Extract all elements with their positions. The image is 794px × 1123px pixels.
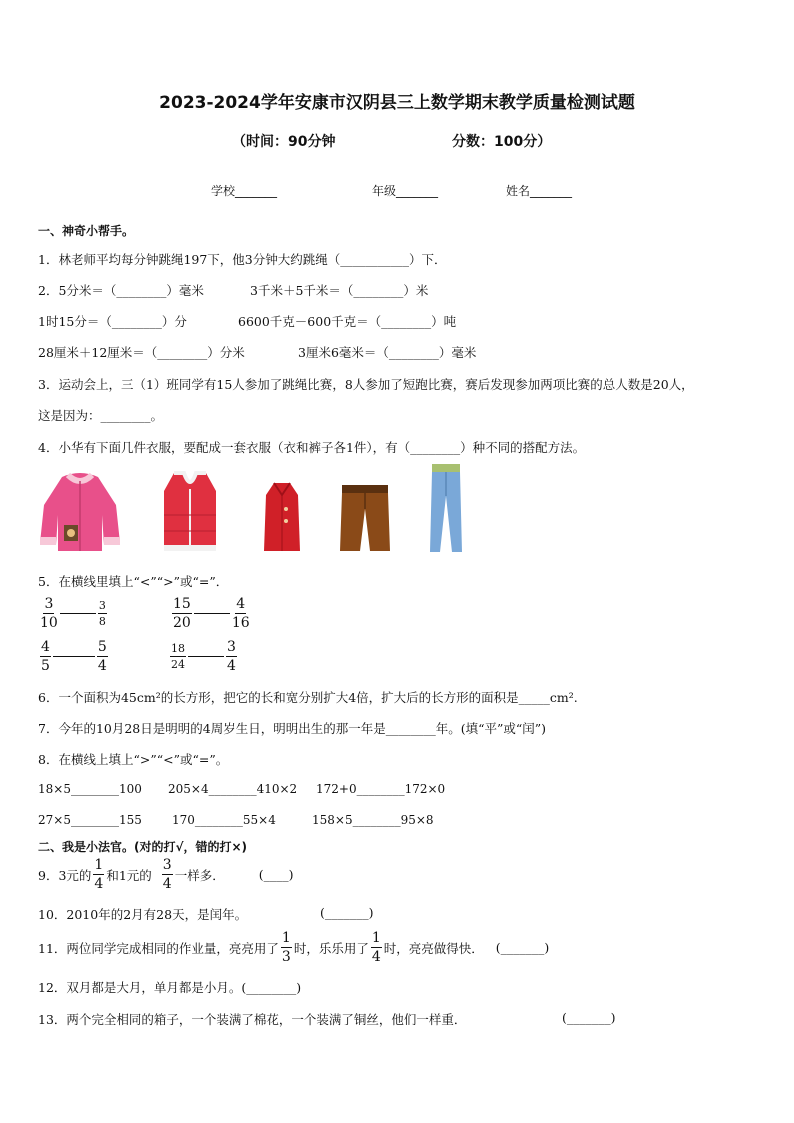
fraction: $\frac{3}{4}$ bbox=[162, 857, 172, 892]
exam-score: 分数：100分） bbox=[452, 134, 552, 150]
question-10: 10．2010年的2月有28天，是闰年。 bbox=[38, 907, 248, 922]
fraction: $\frac{3}{8}$ bbox=[98, 599, 106, 628]
red-vest-image bbox=[160, 465, 220, 559]
question-11: 11．两位同学完成相同的作业量，亮亮用了 $\frac{1}{3}$ 时，乐乐用了 $\frac{1}{4}$ 时，亮亮做得快． (_______) bbox=[38, 930, 550, 965]
page-title: 2023-2024学年安康市汉阴县三上数学期末教学质量检测试题 bbox=[159, 93, 635, 113]
question-2b: 3千米＋5千米＝（________）米 bbox=[250, 283, 429, 298]
question-5: 5．在横线里填上“<”“>”或“=”． bbox=[38, 574, 229, 589]
question-7: 7．今年的10月28日是明明的4周岁生日，明明出生的那一年是________年。(填“平”或“闰”) bbox=[38, 721, 547, 736]
name-field: 姓名_______ bbox=[506, 184, 573, 198]
red-coat-image bbox=[262, 465, 302, 559]
fraction: $\frac{1}{4}$ bbox=[371, 930, 381, 965]
grade-field: 年级_______ bbox=[372, 184, 439, 198]
q5-compare-2 bbox=[172, 597, 250, 630]
q8-item: 158×5________95×8 bbox=[312, 813, 434, 827]
question-1: 1．林老师平均每分钟跳绳197下，他3分钟大约跳绳（___________）下． bbox=[38, 252, 447, 267]
question-6: 6．一个面积为45cm²的长方形，把它的长和宽分别扩大4倍，扩大后的长方形的面积是_____cm². bbox=[38, 690, 578, 705]
question-12: 12．双月都是大月，单月都是小月。(________) bbox=[38, 980, 302, 995]
question-9: 9．3元的 $\frac{1}{4}$ 和1元的 $\frac{3}{4}$ 一样多． (____) bbox=[38, 857, 294, 892]
question-2e: 28厘米＋12厘米＝（________）分米 bbox=[38, 345, 245, 360]
q8-item: 205×4________410×2 bbox=[168, 782, 298, 796]
question-13-blank: (_______) bbox=[562, 1010, 616, 1025]
section-2-heading: 二、我是小法官。(对的打√，错的打×) bbox=[38, 840, 248, 854]
blue-jeans-image bbox=[426, 462, 466, 560]
fraction: $\frac{3}{10}$ bbox=[40, 596, 58, 631]
question-3-line1: 3．运动会上，三（1）班同学有15人参加了跳绳比赛，8人参加了短跑比赛，赛后发现参加两项比赛的总人数是20人， bbox=[38, 377, 694, 392]
pink-jacket-image bbox=[38, 465, 122, 559]
fraction: $\frac{15}{20}$ bbox=[173, 596, 191, 631]
q5-compare-3 bbox=[40, 640, 108, 673]
q8-item: 172+0________172×0 bbox=[316, 782, 446, 796]
question-8: 8．在横线上填上“>”“<”或“=”。 bbox=[38, 752, 229, 767]
question-2f: 3厘米6毫米＝（________）毫米 bbox=[298, 345, 477, 360]
q8-item: 27×5________155 bbox=[38, 813, 142, 827]
fraction: $\frac{4}{5}$ bbox=[41, 639, 50, 674]
section-1-heading: 一、神奇小帮手。 bbox=[38, 224, 135, 238]
fraction: $\frac{1}{3}$ bbox=[281, 930, 291, 965]
question-10-blank: (_______) bbox=[320, 905, 374, 920]
fraction: $\frac{1}{4}$ bbox=[94, 857, 104, 892]
fraction: $\frac{18}{24}$ bbox=[171, 642, 185, 671]
q8-item: 18×5________100 bbox=[38, 782, 142, 796]
school-field: 学校_______ bbox=[211, 184, 278, 198]
question-2a: 2．5分米＝（________）毫米 bbox=[38, 283, 204, 298]
q5-compare-4 bbox=[170, 640, 237, 673]
q5-compare-1 bbox=[40, 597, 107, 630]
question-2c: 1时15分＝（________）分 bbox=[38, 314, 187, 329]
exam-time: （时间：90分钟 bbox=[232, 134, 336, 150]
q8-item: 170________55×4 bbox=[172, 813, 276, 827]
brown-pants-image bbox=[338, 465, 392, 559]
fraction: $\frac{4}{16}$ bbox=[231, 596, 250, 631]
question-4: 4．小华有下面几件衣服，要配成一套衣服（衣和裤子各1件），有（________）种不同的搭配方法。 bbox=[38, 440, 586, 455]
question-2d: 6600千克－600千克＝（________）吨 bbox=[238, 314, 457, 329]
fraction: $\frac{3}{4}$ bbox=[227, 639, 236, 674]
question-3-line2: 这是因为：________。 bbox=[38, 408, 164, 423]
fraction: $\frac{5}{4}$ bbox=[97, 639, 107, 674]
question-13: 13．两个完全相同的箱子，一个装满了棉花，一个装满了铜丝，他们一样重． bbox=[38, 1012, 467, 1027]
